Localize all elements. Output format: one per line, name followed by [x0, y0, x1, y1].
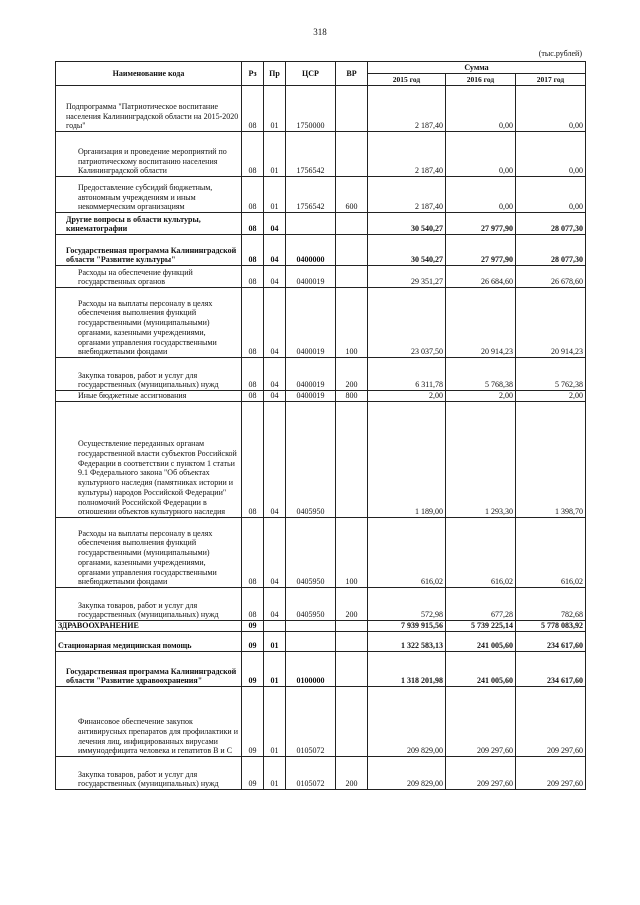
row-pr: 01 — [264, 687, 286, 757]
row-2015: 1 318 201,98 — [368, 652, 446, 687]
row-name: Государственная программа Калининградской области "Развитие культуры" — [56, 235, 242, 266]
table-row — [56, 288, 586, 358]
table-row — [56, 632, 586, 652]
row-name: Финансовое обеспечение закупок антивирусных препаратов для профилактики и лечения лиц, инфицированных вирусами иммунодефицита человека и гепатитов B и C — [56, 687, 242, 757]
row-csr: 0405950 — [286, 402, 336, 518]
row-2017: 782,68 — [516, 588, 586, 621]
row-2016: 0,00 — [446, 177, 516, 213]
row-2017: 209 297,60 — [516, 757, 586, 790]
row-2015: 2 187,40 — [368, 86, 446, 132]
row-2017: 5 762,38 — [516, 358, 586, 391]
row-vr — [336, 687, 368, 757]
row-pr: 01 — [264, 632, 286, 652]
row-name: Закупка товаров, работ и услуг для государственных (муниципальных) нужд — [56, 358, 242, 391]
row-vr: 100 — [336, 518, 368, 588]
row-pr — [264, 621, 286, 632]
row-2015: 29 351,27 — [368, 266, 446, 288]
row-name: Расходы на выплаты персоналу в целях обеспечения выполнения функций государственными (муниципальными) органами, казенными учреждениями, органами управления государственными внебюджетными фондами — [56, 288, 242, 358]
row-csr: 0400019 — [286, 288, 336, 358]
row-2015: 572,98 — [368, 588, 446, 621]
row-rz: 08 — [242, 86, 264, 132]
row-csr: 1756542 — [286, 177, 336, 213]
row-vr: 800 — [336, 391, 368, 402]
row-name: Подпрограмма "Патриотическое воспитание населения Калининградской области на 2015-2020 годы" — [56, 86, 242, 132]
row-name: Другие вопросы в области культуры, кинематографии — [56, 213, 242, 235]
row-2017: 1 398,70 — [516, 402, 586, 518]
units-label: (тыс.рублей) — [538, 49, 582, 58]
row-2015: 30 540,27 — [368, 213, 446, 235]
row-2015: 616,02 — [368, 518, 446, 588]
row-vr — [336, 86, 368, 132]
row-vr — [336, 402, 368, 518]
row-2017: 2,00 — [516, 391, 586, 402]
row-csr: 0405950 — [286, 588, 336, 621]
row-vr — [336, 235, 368, 266]
row-pr: 01 — [264, 652, 286, 687]
table-row — [56, 86, 586, 132]
row-vr — [336, 621, 368, 632]
row-2015: 209 829,00 — [368, 757, 446, 790]
row-pr: 04 — [264, 266, 286, 288]
row-rz: 09 — [242, 652, 264, 687]
row-vr — [336, 652, 368, 687]
row-2016: 1 293,30 — [446, 402, 516, 518]
row-rz: 08 — [242, 402, 264, 518]
row-2017: 0,00 — [516, 86, 586, 132]
row-2017: 616,02 — [516, 518, 586, 588]
row-2017: 20 914,23 — [516, 288, 586, 358]
row-vr: 200 — [336, 358, 368, 391]
row-vr — [336, 632, 368, 652]
row-2017: 234 617,60 — [516, 632, 586, 652]
row-pr: 04 — [264, 213, 286, 235]
row-2015: 209 829,00 — [368, 687, 446, 757]
row-name: ЗДРАВООХРАНЕНИЕ — [56, 621, 242, 632]
row-vr: 100 — [336, 288, 368, 358]
budget-table — [55, 61, 586, 790]
table-row — [56, 213, 586, 235]
row-vr — [336, 213, 368, 235]
row-2017: 0,00 — [516, 132, 586, 177]
row-rz: 09 — [242, 621, 264, 632]
row-2017: 234 617,60 — [516, 652, 586, 687]
header-csr: ЦСР — [286, 62, 336, 86]
row-csr — [286, 621, 336, 632]
row-2017: 28 077,30 — [516, 235, 586, 266]
row-rz: 09 — [242, 687, 264, 757]
row-pr: 04 — [264, 402, 286, 518]
row-name: Расходы на выплаты персоналу в целях обеспечения выполнения функций государственными (муниципальными) органами, казенными учреждениями, органами управления государственными внебюджетными фондами — [56, 518, 242, 588]
row-2015: 2,00 — [368, 391, 446, 402]
table-row — [56, 621, 586, 632]
header-vr: ВР — [336, 62, 368, 86]
row-csr: 0400019 — [286, 358, 336, 391]
row-name: Расходы на обеспечение функций государственных органов — [56, 266, 242, 288]
table-row — [56, 132, 586, 177]
row-rz: 08 — [242, 588, 264, 621]
row-pr: 01 — [264, 757, 286, 790]
row-rz: 08 — [242, 391, 264, 402]
table-row — [56, 402, 586, 518]
row-vr: 600 — [336, 177, 368, 213]
row-pr: 01 — [264, 177, 286, 213]
row-2016: 27 977,90 — [446, 213, 516, 235]
row-2016: 26 684,60 — [446, 266, 516, 288]
row-2016: 0,00 — [446, 132, 516, 177]
header-rz: Рз — [242, 62, 264, 86]
table-row — [56, 235, 586, 266]
row-pr: 04 — [264, 391, 286, 402]
row-2016: 0,00 — [446, 86, 516, 132]
row-name: Государственная программа Калининградской области "Развитие здравоохранения" — [56, 652, 242, 687]
row-rz: 08 — [242, 288, 264, 358]
table-row — [56, 687, 586, 757]
row-vr: 200 — [336, 757, 368, 790]
table-row — [56, 358, 586, 391]
header-2017: 2017 год — [516, 74, 586, 86]
row-csr: 0105072 — [286, 757, 336, 790]
row-vr: 200 — [336, 588, 368, 621]
row-2015: 1 322 583,13 — [368, 632, 446, 652]
row-name: Предоставление субсидий бюджетным, автономным учреждениям и иным некоммерческим организациям — [56, 177, 242, 213]
row-2015: 2 187,40 — [368, 177, 446, 213]
row-pr: 01 — [264, 132, 286, 177]
row-vr — [336, 266, 368, 288]
table-row — [56, 757, 586, 790]
row-rz: 08 — [242, 518, 264, 588]
row-csr — [286, 632, 336, 652]
header-sum: Сумма — [368, 62, 586, 74]
header-pr: Пр — [264, 62, 286, 86]
row-2016: 677,28 — [446, 588, 516, 621]
row-2016: 241 005,60 — [446, 632, 516, 652]
table-row — [56, 177, 586, 213]
row-2016: 209 297,60 — [446, 757, 516, 790]
row-rz: 09 — [242, 757, 264, 790]
table-row — [56, 266, 586, 288]
header-2016: 2016 год — [446, 74, 516, 86]
table-row — [56, 652, 586, 687]
table-body — [56, 86, 586, 790]
row-rz: 08 — [242, 266, 264, 288]
row-rz: 08 — [242, 132, 264, 177]
row-csr — [286, 213, 336, 235]
row-csr: 0400019 — [286, 266, 336, 288]
row-2017: 209 297,60 — [516, 687, 586, 757]
row-2015: 23 037,50 — [368, 288, 446, 358]
row-pr: 01 — [264, 86, 286, 132]
row-name: Осуществление переданных органам государственной власти субъектов Российской Федерации в соответствии с пунктом 1 статьи 9.1 Федерального закона "Об объектах культурного наследия (памятниках истории и культуры) народов Российской Федерации" полномочий Российской Федерации в отношении объектов культурного наследия — [56, 402, 242, 518]
row-pr: 04 — [264, 358, 286, 391]
row-name: Иные бюджетные ассигнования — [56, 391, 242, 402]
row-rz: 08 — [242, 213, 264, 235]
row-2016: 241 005,60 — [446, 652, 516, 687]
row-2016: 2,00 — [446, 391, 516, 402]
row-csr: 0105072 — [286, 687, 336, 757]
row-2015: 6 311,78 — [368, 358, 446, 391]
row-pr: 04 — [264, 235, 286, 266]
row-vr — [336, 132, 368, 177]
row-rz: 08 — [242, 235, 264, 266]
row-2015: 2 187,40 — [368, 132, 446, 177]
row-rz: 08 — [242, 177, 264, 213]
row-2017: 0,00 — [516, 177, 586, 213]
row-csr: 0100000 — [286, 652, 336, 687]
row-2016: 616,02 — [446, 518, 516, 588]
row-2016: 20 914,23 — [446, 288, 516, 358]
row-pr: 04 — [264, 288, 286, 358]
row-csr: 1756542 — [286, 132, 336, 177]
row-2016: 209 297,60 — [446, 687, 516, 757]
row-name: Закупка товаров, работ и услуг для государственных (муниципальных) нужд — [56, 588, 242, 621]
row-rz: 08 — [242, 358, 264, 391]
row-pr: 04 — [264, 588, 286, 621]
row-2015: 1 189,00 — [368, 402, 446, 518]
row-csr: 0405950 — [286, 518, 336, 588]
row-csr: 0400019 — [286, 391, 336, 402]
row-name: Стационарная медицинская помощь — [56, 632, 242, 652]
table-row — [56, 391, 586, 402]
row-2017: 28 077,30 — [516, 213, 586, 235]
row-name: Организация и проведение мероприятий по патриотическому воспитанию населения Калининградской области — [56, 132, 242, 177]
row-2017: 5 778 083,92 — [516, 621, 586, 632]
row-2015: 7 939 915,56 — [368, 621, 446, 632]
row-2017: 26 678,60 — [516, 266, 586, 288]
row-csr: 0400000 — [286, 235, 336, 266]
row-2015: 30 540,27 — [368, 235, 446, 266]
row-name: Закупка товаров, работ и услуг для государственных (муниципальных) нужд — [56, 757, 242, 790]
row-2016: 5 768,38 — [446, 358, 516, 391]
table-row — [56, 518, 586, 588]
header-name: Наименование кода — [56, 62, 242, 86]
page-number: 318 — [313, 27, 327, 37]
row-2016: 5 739 225,14 — [446, 621, 516, 632]
row-rz: 09 — [242, 632, 264, 652]
header-2015: 2015 год — [368, 74, 446, 86]
row-2016: 27 977,90 — [446, 235, 516, 266]
table-row — [56, 588, 586, 621]
row-pr: 04 — [264, 518, 286, 588]
row-csr: 1750000 — [286, 86, 336, 132]
